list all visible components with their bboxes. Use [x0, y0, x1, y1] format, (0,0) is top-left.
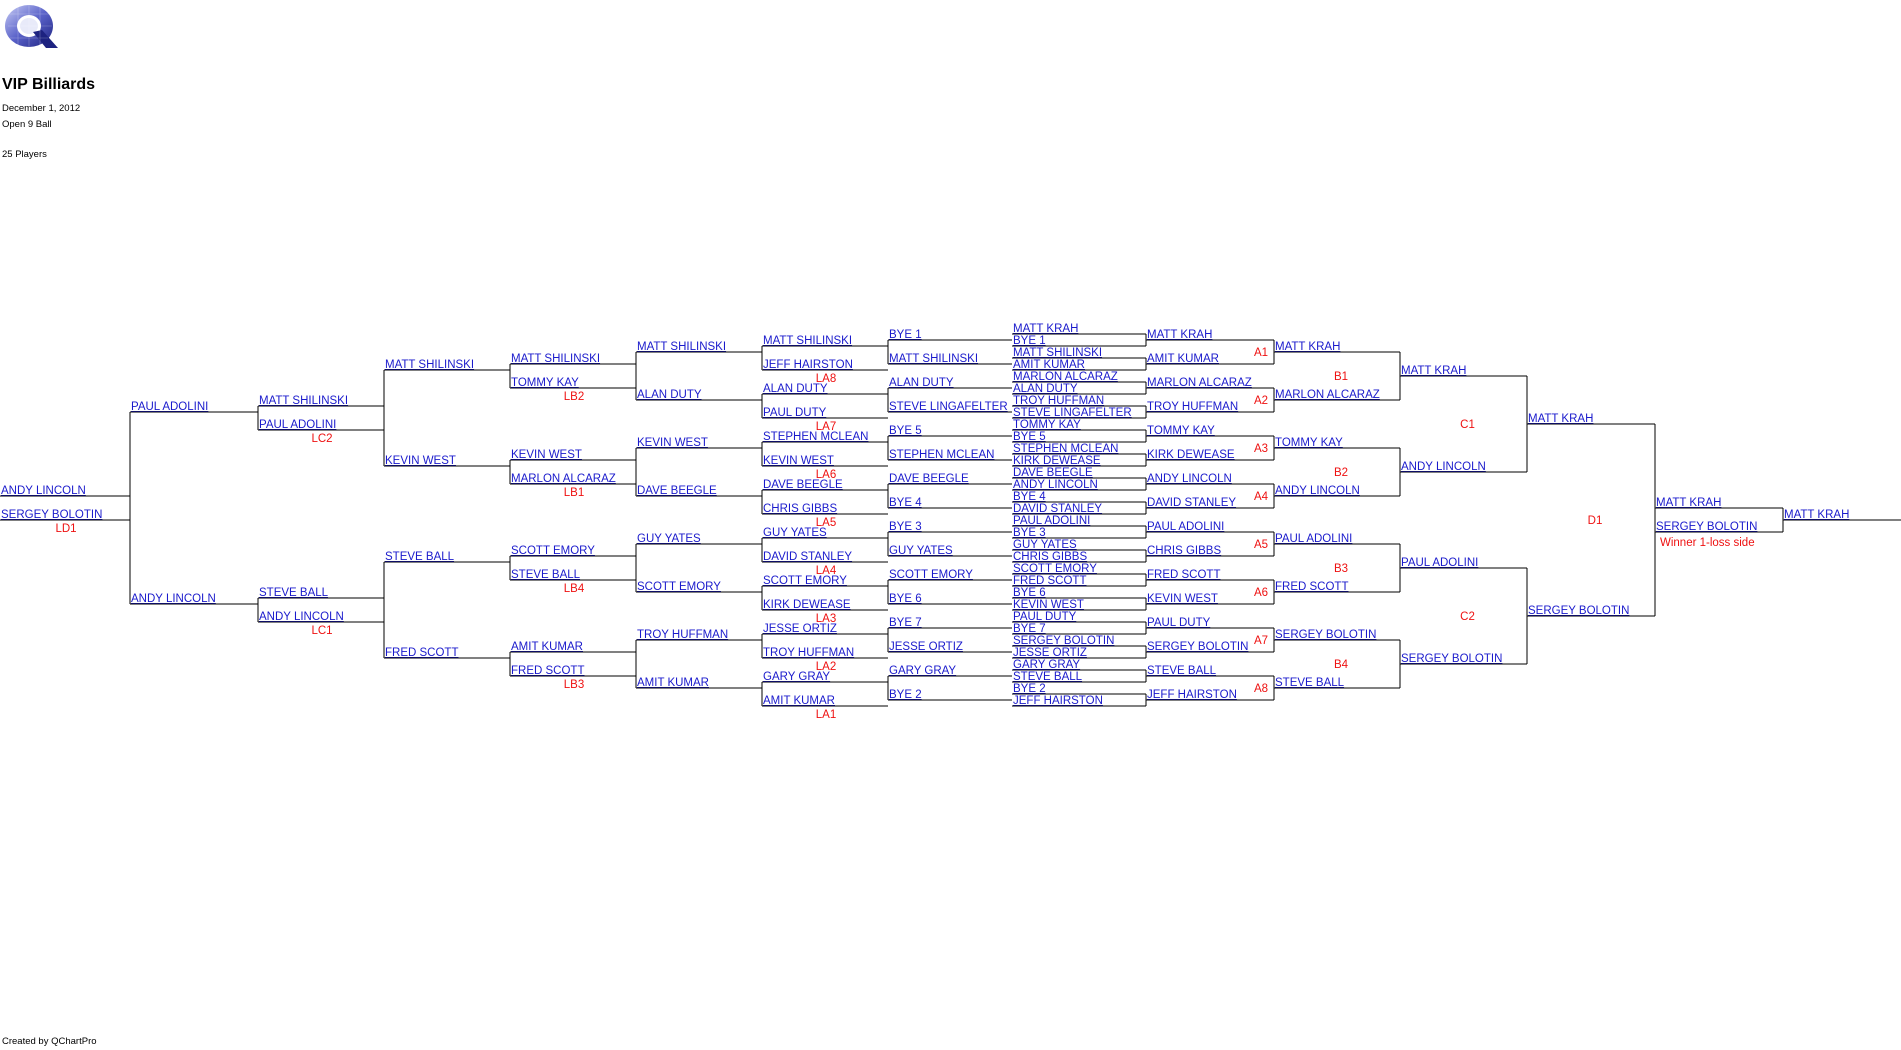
tournament-game: Open 9 Ball: [2, 119, 52, 130]
player-name[interactable]: KIRK DEWEASE: [1147, 449, 1235, 461]
player-name[interactable]: ANDY LINCOLN: [1013, 479, 1098, 491]
player-name[interactable]: STEVE LINGAFELTER: [1013, 407, 1132, 419]
player-name[interactable]: ALAN DUTY: [1013, 383, 1078, 395]
player-name[interactable]: KIRK DEWEASE: [1013, 455, 1101, 467]
player-name[interactable]: AMIT KUMAR: [637, 677, 709, 689]
player-name[interactable]: PAUL ADOLINI: [1147, 521, 1225, 533]
player-name[interactable]: BYE 1: [889, 329, 922, 341]
player-name[interactable]: SERGEY BOLOTIN: [1401, 653, 1503, 665]
player-name[interactable]: KEVIN WEST: [763, 455, 834, 467]
player-name[interactable]: MATT KRAH: [1528, 413, 1594, 425]
player-name[interactable]: BYE 5: [1013, 431, 1046, 443]
player-name[interactable]: DAVE BEEGLE: [889, 473, 969, 485]
player-name[interactable]: KEVIN WEST: [1013, 599, 1084, 611]
match-label: A1: [1254, 347, 1269, 359]
player-name[interactable]: STEVE BALL: [511, 569, 581, 581]
player-name[interactable]: MATT KRAH: [1784, 509, 1850, 521]
player-name[interactable]: DAVID STANLEY: [763, 551, 853, 563]
player-name[interactable]: ANDY LINCOLN: [1401, 461, 1486, 473]
player-name[interactable]: GARY GRAY: [889, 665, 957, 677]
player-name[interactable]: STEVE BALL: [1013, 671, 1083, 683]
match-label: LC2: [311, 433, 333, 445]
player-name[interactable]: FRED SCOTT: [1275, 581, 1349, 593]
player-name[interactable]: MARLON ALCARAZ: [1275, 389, 1380, 401]
match-label: A6: [1254, 587, 1269, 599]
match-label: LA4: [815, 565, 837, 577]
player-name[interactable]: PAUL DUTY: [1147, 617, 1211, 629]
player-name[interactable]: SCOTT EMORY: [889, 569, 973, 581]
player-name[interactable]: ALAN DUTY: [637, 389, 702, 401]
player-name[interactable]: SERGEY BOLOTIN: [1013, 635, 1115, 647]
player-name[interactable]: MATT SHILINSKI: [385, 359, 475, 371]
player-name[interactable]: MARLON ALCARAZ: [1013, 371, 1118, 383]
player-name[interactable]: DAVE BEEGLE: [1013, 467, 1093, 479]
match-label: LA6: [815, 469, 837, 481]
player-name[interactable]: GUY YATES: [637, 533, 701, 545]
player-name[interactable]: STEVE BALL: [385, 551, 455, 563]
player-name[interactable]: TOMMY KAY: [1147, 425, 1215, 437]
player-name[interactable]: TROY HUFFMAN: [1013, 395, 1105, 407]
match-label: LC1: [311, 625, 333, 637]
player-name[interactable]: PAUL ADOLINI: [259, 419, 337, 431]
player-name[interactable]: BYE 4: [1013, 491, 1046, 503]
player-name[interactable]: SCOTT EMORY: [1013, 563, 1097, 575]
tournament-title: VIP Billiards: [2, 76, 96, 93]
player-name[interactable]: MATT SHILINSKI: [637, 341, 727, 353]
match-label: Winner 1-loss side: [1660, 537, 1755, 549]
player-name[interactable]: SERGEY BOLOTIN: [1528, 605, 1630, 617]
player-name[interactable]: BYE 3: [889, 521, 922, 533]
player-name[interactable]: PAUL ADOLINI: [1013, 515, 1091, 527]
player-name[interactable]: ALAN DUTY: [763, 383, 828, 395]
player-name[interactable]: SERGEY BOLOTIN: [1275, 629, 1377, 641]
player-name[interactable]: SCOTT EMORY: [637, 581, 721, 593]
match-label: LA8: [815, 373, 837, 385]
player-name[interactable]: MATT KRAH: [1401, 365, 1467, 377]
player-name[interactable]: STEPHEN MCLEAN: [889, 449, 995, 461]
player-name[interactable]: DAVE BEEGLE: [637, 485, 717, 497]
player-name[interactable]: GUY YATES: [889, 545, 953, 557]
match-label: A8: [1254, 683, 1269, 695]
player-name[interactable]: AMIT KUMAR: [1013, 359, 1085, 371]
match-label: LB4: [563, 583, 585, 595]
match-label: A4: [1254, 491, 1269, 503]
player-name[interactable]: AMIT KUMAR: [1147, 353, 1219, 365]
player-name[interactable]: ALAN DUTY: [889, 377, 954, 389]
player-name[interactable]: GUY YATES: [1013, 539, 1077, 551]
player-name[interactable]: SERGEY BOLOTIN: [1147, 641, 1249, 653]
player-name[interactable]: TOMMY KAY: [511, 377, 579, 389]
player-name[interactable]: BYE 7: [1013, 623, 1046, 635]
player-name[interactable]: STEVE BALL: [259, 587, 329, 599]
match-label: C1: [1460, 419, 1475, 431]
player-name[interactable]: BYE 2: [889, 689, 922, 701]
player-name[interactable]: DAVID STANLEY: [1013, 503, 1103, 515]
player-name[interactable]: JESSE ORTIZ: [1013, 647, 1087, 659]
player-name[interactable]: TROY HUFFMAN: [763, 647, 855, 659]
match-label: B3: [1333, 563, 1349, 575]
player-name[interactable]: KEVIN WEST: [1147, 593, 1218, 605]
player-name[interactable]: BYE 7: [889, 617, 922, 629]
player-name[interactable]: ANDY LINCOLN: [1147, 473, 1232, 485]
player-name[interactable]: MATT SHILINSKI: [259, 395, 349, 407]
player-name[interactable]: KEVIN WEST: [385, 455, 456, 467]
match-label: LB1: [563, 487, 585, 499]
player-name[interactable]: STEPHEN MCLEAN: [763, 431, 869, 443]
tournament-date: December 1, 2012: [2, 103, 81, 114]
player-name[interactable]: JEFF HAIRSTON: [1013, 695, 1103, 707]
player-name[interactable]: CHRIS GIBBS: [1013, 551, 1088, 563]
player-name[interactable]: BYE 6: [1013, 587, 1046, 599]
player-name[interactable]: ANDY LINCOLN: [259, 611, 344, 623]
player-name[interactable]: DAVE BEEGLE: [763, 479, 843, 491]
player-name[interactable]: JESSE ORTIZ: [763, 623, 837, 635]
footer-credit: Created by QChartPro: [2, 1036, 97, 1047]
player-name[interactable]: BYE 3: [1013, 527, 1046, 539]
match-label: A3: [1254, 443, 1269, 455]
match-label: D1: [1587, 515, 1603, 527]
player-name[interactable]: CHRIS GIBBS: [763, 503, 838, 515]
match-label: B4: [1333, 659, 1349, 671]
player-name[interactable]: MATT KRAH: [1275, 341, 1341, 353]
player-name[interactable]: ANDY LINCOLN: [1, 485, 86, 497]
player-name[interactable]: SCOTT EMORY: [763, 575, 847, 587]
player-name[interactable]: KEVIN WEST: [637, 437, 708, 449]
player-name[interactable]: PAUL DUTY: [763, 407, 827, 419]
player-name[interactable]: SERGEY BOLOTIN: [1656, 521, 1758, 533]
player-name[interactable]: PAUL ADOLINI: [131, 401, 209, 413]
player-name[interactable]: TOMMY KAY: [1275, 437, 1343, 449]
player-name[interactable]: GARY GRAY: [763, 671, 831, 683]
player-name[interactable]: BYE 6: [889, 593, 922, 605]
match-label: LA1: [815, 709, 837, 721]
match-label: LA5: [815, 517, 837, 529]
player-name[interactable]: AMIT KUMAR: [511, 641, 583, 653]
player-name[interactable]: BYE 1: [1013, 335, 1046, 347]
player-name[interactable]: MATT SHILINSKI: [763, 335, 853, 347]
player-name[interactable]: MARLON ALCARAZ: [1147, 377, 1252, 389]
player-name[interactable]: AMIT KUMAR: [763, 695, 835, 707]
player-name[interactable]: FRED SCOTT: [1013, 575, 1087, 587]
player-name[interactable]: PAUL ADOLINI: [1275, 533, 1353, 545]
player-name[interactable]: KIRK DEWEASE: [763, 599, 851, 611]
match-label: B2: [1333, 467, 1349, 479]
match-label: LA7: [815, 421, 837, 433]
player-name[interactable]: GARY GRAY: [1013, 659, 1081, 671]
player-name[interactable]: TROY HUFFMAN: [1147, 401, 1239, 413]
match-label: LA3: [815, 613, 837, 625]
player-name[interactable]: GUY YATES: [763, 527, 827, 539]
player-count: 25 Players: [2, 149, 47, 160]
player-name[interactable]: PAUL DUTY: [1013, 611, 1077, 623]
match-label: LD1: [55, 523, 77, 535]
player-name[interactable]: TOMMY KAY: [1013, 419, 1081, 431]
player-name[interactable]: BYE 5: [889, 425, 922, 437]
match-label: A5: [1254, 539, 1269, 551]
player-name[interactable]: ANDY LINCOLN: [1275, 485, 1360, 497]
player-name[interactable]: STEVE BALL: [1275, 677, 1345, 689]
match-label: A2: [1254, 395, 1269, 407]
player-name[interactable]: SERGEY BOLOTIN: [1, 509, 103, 521]
player-name[interactable]: MATT KRAH: [1013, 323, 1079, 335]
player-name[interactable]: STEPHEN MCLEAN: [1013, 443, 1119, 455]
match-label: LB2: [563, 391, 585, 403]
player-name[interactable]: FRED SCOTT: [385, 647, 459, 659]
player-name[interactable]: FRED SCOTT: [1147, 569, 1221, 581]
player-name[interactable]: PAUL ADOLINI: [1401, 557, 1479, 569]
match-label: B1: [1333, 371, 1349, 383]
match-label: LA2: [815, 661, 837, 673]
player-name[interactable]: JESSE ORTIZ: [889, 641, 963, 653]
player-name[interactable]: BYE 4: [889, 497, 922, 509]
player-name[interactable]: TROY HUFFMAN: [637, 629, 729, 641]
player-name[interactable]: JEFF HAIRSTON: [763, 359, 853, 371]
match-label: C2: [1460, 611, 1475, 623]
player-name[interactable]: JEFF HAIRSTON: [1147, 689, 1237, 701]
player-name[interactable]: DAVID STANLEY: [1147, 497, 1237, 509]
player-name[interactable]: MATT SHILINSKI: [889, 353, 979, 365]
player-name[interactable]: SCOTT EMORY: [511, 545, 595, 557]
player-name[interactable]: ANDY LINCOLN: [131, 593, 216, 605]
player-name[interactable]: MATT KRAH: [1656, 497, 1722, 509]
player-name[interactable]: FRED SCOTT: [511, 665, 585, 677]
player-name[interactable]: MATT SHILINSKI: [511, 353, 601, 365]
player-name[interactable]: MATT KRAH: [1147, 329, 1213, 341]
player-name[interactable]: STEVE BALL: [1147, 665, 1217, 677]
player-name[interactable]: CHRIS GIBBS: [1147, 545, 1222, 557]
player-name[interactable]: MATT SHILINSKI: [1013, 347, 1103, 359]
player-name[interactable]: BYE 2: [1013, 683, 1046, 695]
player-name[interactable]: MARLON ALCARAZ: [511, 473, 616, 485]
player-name[interactable]: STEVE LINGAFELTER: [889, 401, 1008, 413]
match-label: A7: [1254, 635, 1269, 647]
player-name[interactable]: KEVIN WEST: [511, 449, 582, 461]
match-label: LB3: [563, 679, 585, 691]
